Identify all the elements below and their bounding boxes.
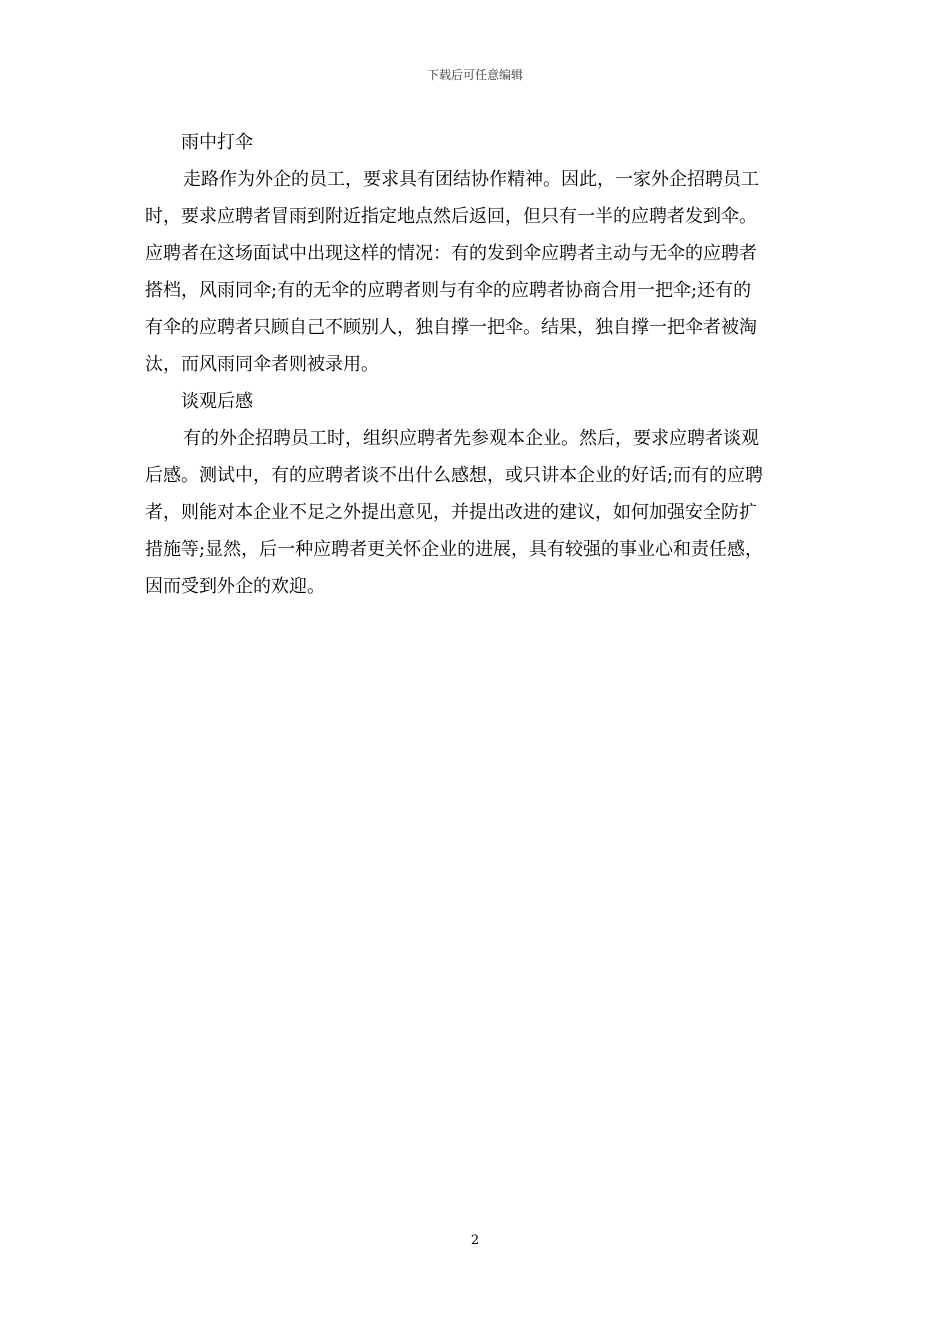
- paragraph-line: 有的外企招聘员工时，组织应聘者先参观本企业。然后，要求应聘者谈观: [183, 428, 759, 449]
- paragraph-line: 搭档，风雨同伞;有的无伞的应聘者则与有伞的应聘者协商合用一把伞;还有的: [145, 280, 752, 301]
- section-heading-umbrella: 雨中打伞: [181, 132, 253, 153]
- paragraph-line: 后感。测试中，有的应聘者谈不出什么感想，或只讲本企业的好话;而有的应聘: [145, 465, 764, 486]
- paragraph-line: 者，则能对本企业不足之外提出意见，并提出改进的建议，如何加强安全防扩: [145, 502, 757, 523]
- paragraph-line: 时，要求应聘者冒雨到附近指定地点然后返回，但只有一半的应聘者发到伞。: [145, 206, 757, 227]
- paragraph-line: 汰，而风雨同伞者则被录用。: [145, 354, 379, 375]
- document-body: [145, 124, 807, 605]
- section-paragraph-umbrella: [145, 161, 807, 383]
- section-paragraph-impressions: [145, 420, 807, 605]
- page-header: 下载后可任意编辑: [426, 68, 523, 82]
- paragraph-line: 走路作为外企的员工，要求具有团结协作精神。因此，一家外企招聘员工: [183, 169, 759, 190]
- paragraph-line: 措施等;显然，后一种应聘者更关怀企业的进展，具有较强的事业心和责任感，: [145, 539, 764, 560]
- paragraph-line: 因而受到外企的欢迎。: [145, 576, 325, 597]
- page-number: 2: [470, 1233, 480, 1248]
- section-heading-impressions: 谈观后感: [181, 391, 253, 412]
- paragraph-line: 有伞的应聘者只顾自己不顾别人，独自撑一把伞。结果，独自撑一把伞者被淘: [145, 317, 757, 338]
- paragraph-line: 应聘者在这场面试中出现这样的情况：有的发到伞应聘者主动与无伞的应聘者: [145, 243, 757, 264]
